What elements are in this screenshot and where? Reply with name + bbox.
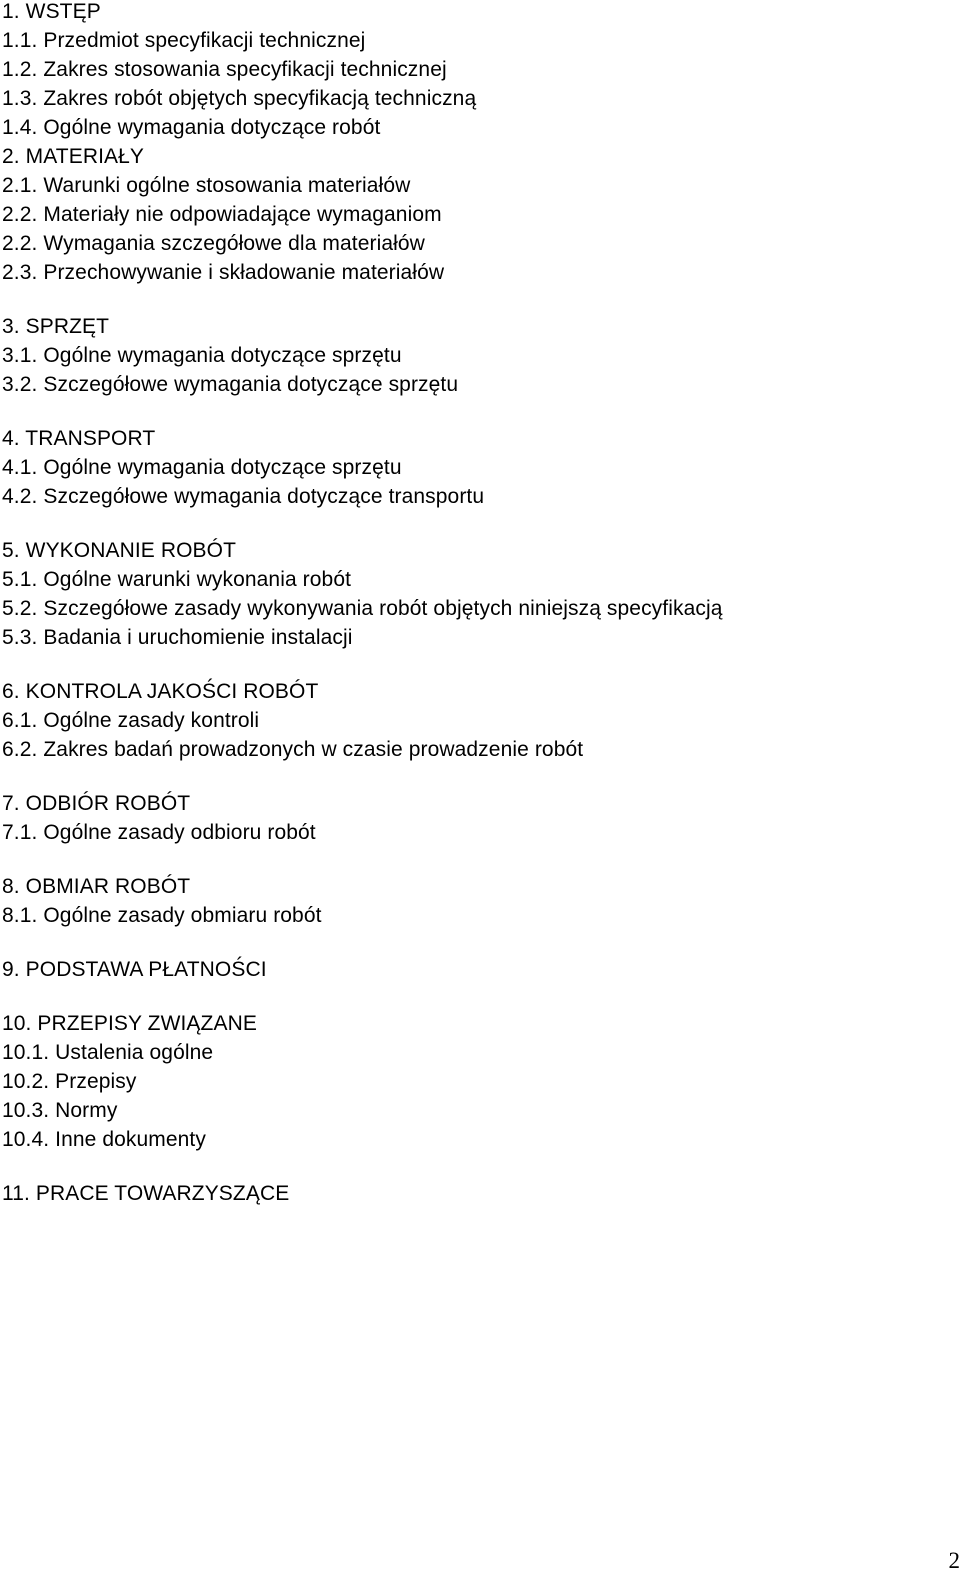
toc-section-7: 7. ODBIÓR ROBÓT xyxy=(2,792,191,815)
toc-section-4: 4. TRANSPORT xyxy=(2,427,156,450)
toc-entry-10-1: 10.1. Ustalenia ogólne xyxy=(2,1041,214,1064)
page-number: 2 xyxy=(948,1548,960,1573)
toc-entry-3-1: 3.1. Ogólne wymagania dotyczące sprzętu xyxy=(2,344,402,367)
toc-entry-10-3: 10.3. Normy xyxy=(2,1099,118,1122)
toc-entry-4-2: 4.2. Szczegółowe wymagania dotyczące transportu xyxy=(2,485,485,508)
toc-entry-5-1: 5.1. Ogólne warunki wykonania robót xyxy=(2,568,352,591)
toc-section-2: 2. MATERIAŁY xyxy=(2,145,145,168)
toc-entry-10-4: 10.4. Inne dokumenty xyxy=(2,1128,206,1151)
toc-section-6: 6. KONTROLA JAKOŚCI ROBÓT xyxy=(2,680,319,703)
toc-section-5: 5. WYKONANIE ROBÓT xyxy=(2,539,236,562)
toc-entry-7-1: 7.1. Ogólne zasady odbioru robót xyxy=(2,821,316,844)
toc-section-8: 8. OBMIAR ROBÓT xyxy=(2,875,191,898)
toc-entry-3-2: 3.2. Szczegółowe wymagania dotyczące sprzętu xyxy=(2,373,459,396)
toc-entry-4-1: 4.1. Ogólne wymagania dotyczące sprzętu xyxy=(2,456,402,479)
toc-entry-2-3: 2.3. Przechowywanie i składowanie materiałów xyxy=(2,261,445,284)
toc-entry-1-4: 1.4. Ogólne wymagania dotyczące robót xyxy=(2,116,381,139)
toc-entry-5-3: 5.3. Badania i uruchomienie instalacji xyxy=(2,626,353,649)
toc-entry-1-2: 1.2. Zakres stosowania specyfikacji technicznej xyxy=(2,58,447,81)
toc-entry-2-2b: 2.2. Wymagania szczegółowe dla materiałów xyxy=(2,232,425,255)
toc-entry-2-1: 2.1. Warunki ogólne stosowania materiałów xyxy=(2,174,411,197)
toc-entry-1-3: 1.3. Zakres robót objętych specyfikacją techniczną xyxy=(2,87,477,110)
toc-entry-2-2: 2.2. Materiały nie odpowiadające wymaganiom xyxy=(2,203,442,226)
toc-section-1: 1. WSTĘP xyxy=(2,0,101,23)
toc-entry-6-1: 6.1. Ogólne zasady kontroli xyxy=(2,709,260,732)
toc-entry-8-1: 8.1. Ogólne zasady obmiaru robót xyxy=(2,904,322,927)
toc-section-11: 11. PRACE TOWARZYSZĄCE xyxy=(2,1182,290,1205)
toc-entry-10-2: 10.2. Przepisy xyxy=(2,1070,137,1093)
toc-section-10: 10. PRZEPISY ZWIĄZANE xyxy=(2,1012,257,1035)
toc-section-9: 9. PODSTAWA PŁATNOŚCI xyxy=(2,958,267,981)
toc-entry-6-2: 6.2. Zakres badań prowadzonych w czasie prowadzenie robót xyxy=(2,738,584,761)
toc-entry-1-1: 1.1. Przedmiot specyfikacji technicznej xyxy=(2,29,366,52)
toc-section-3: 3. SPRZĘT xyxy=(2,315,110,338)
toc-entry-5-2: 5.2. Szczegółowe zasady wykonywania robót objętych niniejszą specyfikacją xyxy=(2,597,723,620)
